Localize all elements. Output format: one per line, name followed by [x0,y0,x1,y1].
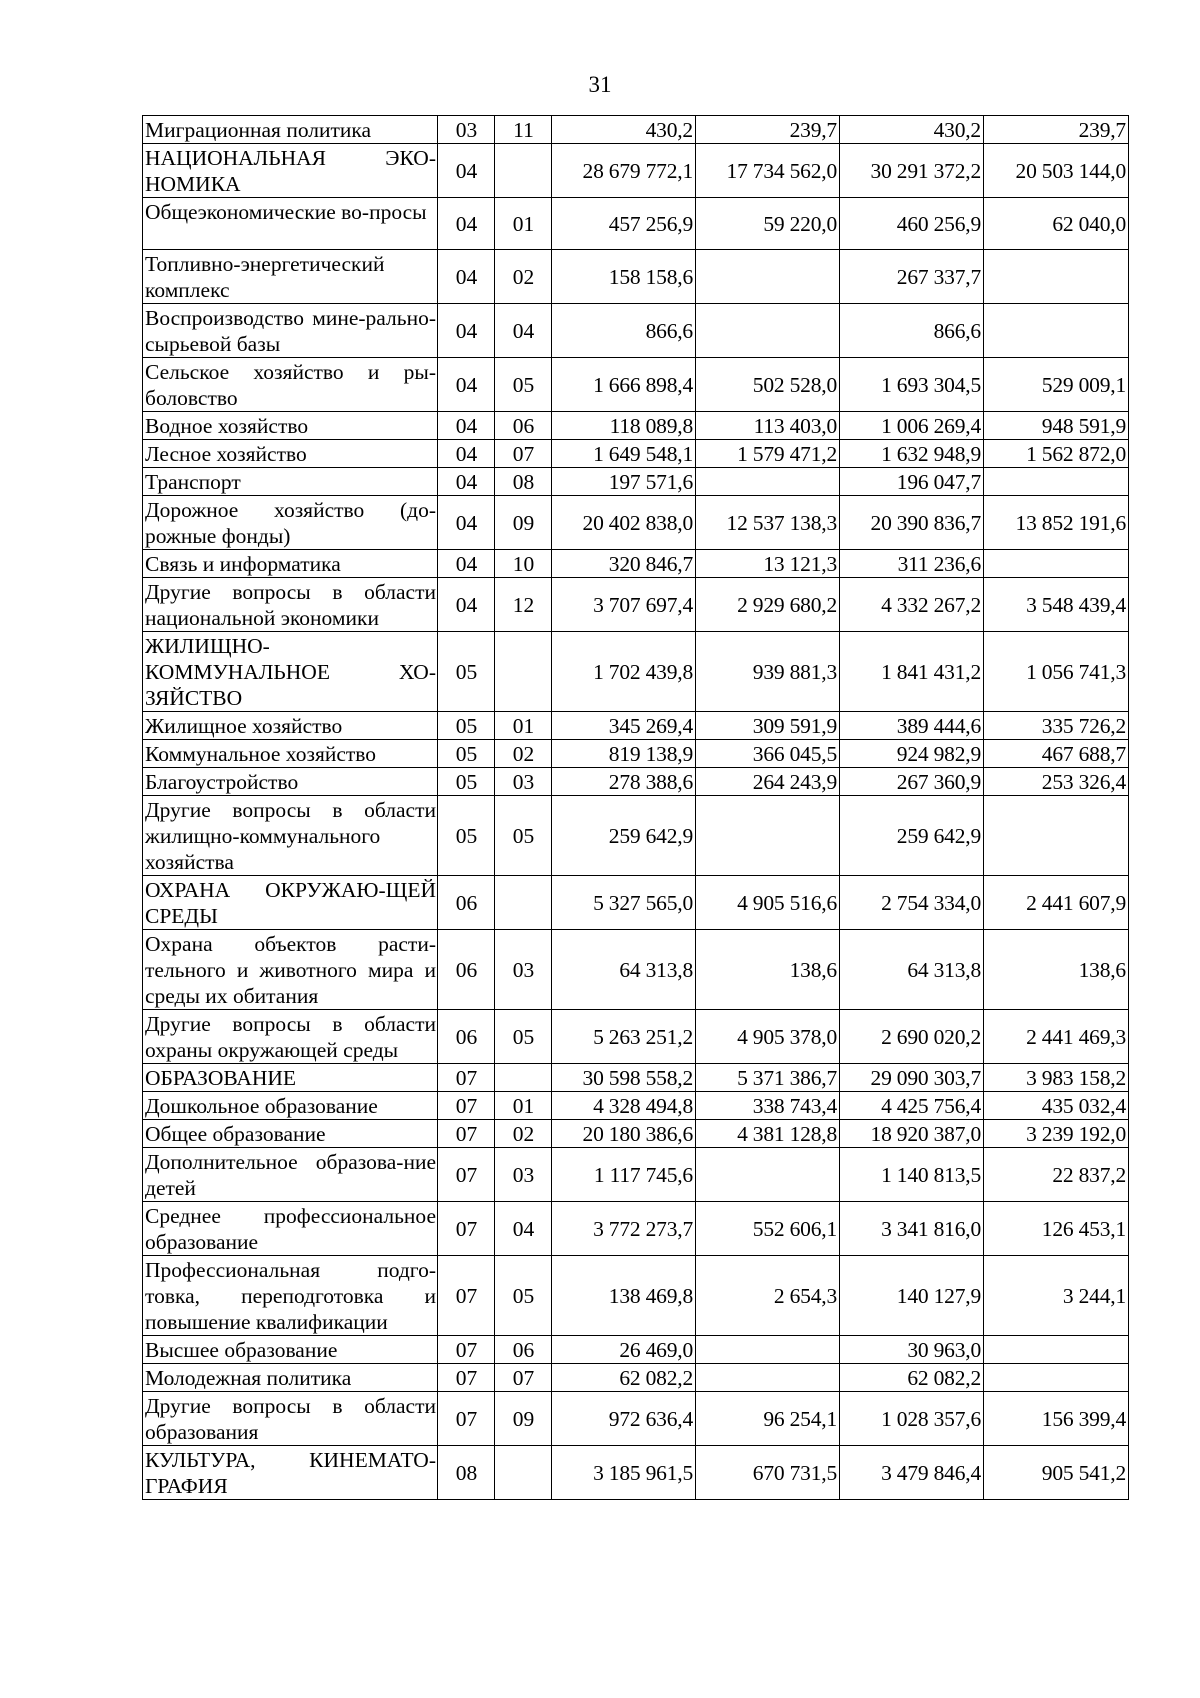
row-section-code-cell: 03 [438,116,495,144]
row-value-1-cell: 20 180 386,6 [552,1120,696,1148]
row-name-cell: Другие вопросы в области образования [143,1392,438,1446]
row-subsection-code-cell: 02 [495,740,552,768]
row-value-2-cell: 13 121,3 [696,550,840,578]
row-value-1-cell: 64 313,8 [552,930,696,1010]
row-value-1-cell: 30 598 558,2 [552,1064,696,1092]
row-name-cell: Среднее профессиональное образование [143,1202,438,1256]
row-name-cell: Топливно-энергетический комплекс [143,250,438,304]
row-value-3-cell: 4 425 756,4 [840,1092,984,1120]
table-row [143,1148,1129,1202]
row-value-1-cell: 1 702 439,8 [552,632,696,712]
row-value-2-cell: 338 743,4 [696,1092,840,1120]
row-value-2-cell: 239,7 [696,116,840,144]
row-value-4-cell [984,468,1129,496]
row-value-4-cell: 948 591,9 [984,412,1129,440]
row-value-2-cell: 4 905 378,0 [696,1010,840,1064]
row-name-cell: Транспорт [143,468,438,496]
row-name-cell: Жилищное хозяйство [143,712,438,740]
row-section-code-cell: 05 [438,740,495,768]
row-subsection-code-cell: 02 [495,1120,552,1148]
row-value-3-cell: 866,6 [840,304,984,358]
row-value-4-cell: 3 548 439,4 [984,578,1129,632]
row-value-2-cell [696,468,840,496]
row-section-code-cell: 04 [438,144,495,198]
row-name-cell: Коммунальное хозяйство [143,740,438,768]
table-row [143,304,1129,358]
row-section-code-cell: 07 [438,1092,495,1120]
table-row [143,116,1129,144]
row-value-1-cell: 138 469,8 [552,1256,696,1336]
row-value-2-cell: 552 606,1 [696,1202,840,1256]
row-value-1-cell: 26 469,0 [552,1336,696,1364]
row-value-1-cell: 118 089,8 [552,412,696,440]
row-value-3-cell: 460 256,9 [840,198,984,250]
row-subsection-code-cell: 05 [495,796,552,876]
row-value-3-cell: 30 291 372,2 [840,144,984,198]
row-value-2-cell [696,1148,840,1202]
row-subsection-code-cell: 03 [495,930,552,1010]
table-row [143,1202,1129,1256]
row-value-2-cell [696,304,840,358]
row-value-3-cell: 196 047,7 [840,468,984,496]
row-value-4-cell: 435 032,4 [984,1092,1129,1120]
table-row [143,632,1129,712]
row-value-2-cell: 113 403,0 [696,412,840,440]
row-value-2-cell [696,1364,840,1392]
row-subsection-code-cell [495,632,552,712]
row-value-3-cell: 1 140 813,5 [840,1148,984,1202]
table-row [143,1392,1129,1446]
row-value-3-cell: 62 082,2 [840,1364,984,1392]
row-value-1-cell: 1 666 898,4 [552,358,696,412]
row-name-cell: Высшее образование [143,1336,438,1364]
table-row [143,1364,1129,1392]
row-subsection-code-cell: 01 [495,198,552,250]
row-value-1-cell: 197 571,6 [552,468,696,496]
row-value-1-cell: 430,2 [552,116,696,144]
row-value-2-cell: 2 654,3 [696,1256,840,1336]
row-section-code-cell: 05 [438,712,495,740]
table-row [143,712,1129,740]
row-value-1-cell: 158 158,6 [552,250,696,304]
row-value-1-cell: 1 117 745,6 [552,1148,696,1202]
row-subsection-code-cell: 01 [495,712,552,740]
table-row [143,198,1129,250]
row-name-cell: Воспроизводство мине-рально-сырьевой базы [143,304,438,358]
table-row [143,1446,1129,1500]
row-value-4-cell: 1 562 872,0 [984,440,1129,468]
row-name-cell: Дорожное хозяйство (до-рожные фонды) [143,496,438,550]
row-value-4-cell: 22 837,2 [984,1148,1129,1202]
table-row [143,250,1129,304]
row-section-code-cell: 04 [438,412,495,440]
row-value-2-cell [696,250,840,304]
row-value-4-cell: 13 852 191,6 [984,496,1129,550]
row-value-3-cell: 430,2 [840,116,984,144]
row-section-code-cell: 05 [438,632,495,712]
row-value-3-cell: 1 693 304,5 [840,358,984,412]
row-value-2-cell: 670 731,5 [696,1446,840,1500]
table-row [143,740,1129,768]
row-section-code-cell: 07 [438,1120,495,1148]
row-value-4-cell: 1 056 741,3 [984,632,1129,712]
row-value-3-cell: 140 127,9 [840,1256,984,1336]
row-value-4-cell [984,304,1129,358]
row-value-4-cell: 3 983 158,2 [984,1064,1129,1092]
row-name-cell: ЖИЛИЩНО-КОММУНАЛЬНОЕ ХО-ЗЯЙСТВО [143,632,438,712]
row-value-1-cell: 3 707 697,4 [552,578,696,632]
row-section-code-cell: 07 [438,1364,495,1392]
row-subsection-code-cell [495,144,552,198]
row-section-code-cell: 05 [438,796,495,876]
row-subsection-code-cell: 10 [495,550,552,578]
row-value-3-cell: 3 341 816,0 [840,1202,984,1256]
row-value-3-cell: 267 337,7 [840,250,984,304]
row-subsection-code-cell: 01 [495,1092,552,1120]
row-subsection-code-cell: 05 [495,1256,552,1336]
row-section-code-cell: 04 [438,250,495,304]
row-value-1-cell: 5 327 565,0 [552,876,696,930]
row-value-4-cell: 253 326,4 [984,768,1129,796]
row-value-4-cell: 239,7 [984,116,1129,144]
row-value-2-cell: 17 734 562,0 [696,144,840,198]
row-value-3-cell: 30 963,0 [840,1336,984,1364]
row-name-cell: Лесное хозяйство [143,440,438,468]
table-row [143,578,1129,632]
budget-table [142,115,1129,1500]
row-value-4-cell: 3 244,1 [984,1256,1129,1336]
row-value-1-cell: 320 846,7 [552,550,696,578]
row-section-code-cell: 07 [438,1392,495,1446]
row-name-cell: Охрана объектов расти-тельного и животного мира и среды их обитания [143,930,438,1010]
row-value-4-cell [984,1336,1129,1364]
row-value-4-cell: 3 239 192,0 [984,1120,1129,1148]
row-value-4-cell [984,550,1129,578]
row-value-1-cell: 259 642,9 [552,796,696,876]
row-value-1-cell: 62 082,2 [552,1364,696,1392]
row-value-3-cell: 267 360,9 [840,768,984,796]
row-value-4-cell: 126 453,1 [984,1202,1129,1256]
row-name-cell: Общее образование [143,1120,438,1148]
row-value-1-cell: 3 772 273,7 [552,1202,696,1256]
row-value-2-cell: 12 537 138,3 [696,496,840,550]
page-number: 31 [588,72,612,97]
table-row [143,930,1129,1010]
row-name-cell: Другие вопросы в области охраны окружающей среды [143,1010,438,1064]
row-value-4-cell: 335 726,2 [984,712,1129,740]
row-subsection-code-cell: 08 [495,468,552,496]
row-section-code-cell: 04 [438,550,495,578]
row-value-1-cell: 457 256,9 [552,198,696,250]
row-subsection-code-cell: 09 [495,496,552,550]
row-value-4-cell: 2 441 469,3 [984,1010,1129,1064]
table-row [143,1010,1129,1064]
row-section-code-cell: 07 [438,1336,495,1364]
row-value-3-cell: 18 920 387,0 [840,1120,984,1148]
row-name-cell: Общеэкономические во-просы [143,198,438,250]
table-row [143,496,1129,550]
row-section-code-cell: 06 [438,930,495,1010]
row-value-3-cell: 1 006 269,4 [840,412,984,440]
row-value-4-cell [984,796,1129,876]
row-value-1-cell: 278 388,6 [552,768,696,796]
row-section-code-cell: 06 [438,876,495,930]
row-value-1-cell: 5 263 251,2 [552,1010,696,1064]
row-section-code-cell: 04 [438,496,495,550]
row-value-2-cell: 502 528,0 [696,358,840,412]
row-section-code-cell: 07 [438,1064,495,1092]
row-section-code-cell: 07 [438,1202,495,1256]
table-row [143,876,1129,930]
row-subsection-code-cell: 06 [495,1336,552,1364]
row-subsection-code-cell: 03 [495,1148,552,1202]
row-value-2-cell: 4 381 128,8 [696,1120,840,1148]
row-value-1-cell: 1 649 548,1 [552,440,696,468]
row-subsection-code-cell: 07 [495,440,552,468]
row-value-4-cell: 2 441 607,9 [984,876,1129,930]
row-subsection-code-cell: 02 [495,250,552,304]
row-section-code-cell: 04 [438,440,495,468]
row-value-2-cell: 264 243,9 [696,768,840,796]
table-row [143,440,1129,468]
table-row [143,358,1129,412]
row-name-cell: Молодежная политика [143,1364,438,1392]
row-value-1-cell: 3 185 961,5 [552,1446,696,1500]
row-value-2-cell: 366 045,5 [696,740,840,768]
row-value-3-cell: 20 390 836,7 [840,496,984,550]
row-value-1-cell: 20 402 838,0 [552,496,696,550]
row-value-4-cell: 138,6 [984,930,1129,1010]
row-value-4-cell: 62 040,0 [984,198,1129,250]
budget-table-body [143,116,1129,1500]
row-name-cell: Профессиональная подго-товка, переподготовка и повышение квалификации [143,1256,438,1336]
table-row [143,1064,1129,1092]
table-row [143,1336,1129,1364]
row-value-2-cell: 138,6 [696,930,840,1010]
row-subsection-code-cell: 03 [495,768,552,796]
row-value-2-cell: 4 905 516,6 [696,876,840,930]
row-section-code-cell: 07 [438,1256,495,1336]
row-value-3-cell: 2 754 334,0 [840,876,984,930]
row-name-cell: Дополнительное образова-ние детей [143,1148,438,1202]
row-section-code-cell: 04 [438,358,495,412]
row-value-4-cell: 156 399,4 [984,1392,1129,1446]
table-row [143,144,1129,198]
row-name-cell: Водное хозяйство [143,412,438,440]
table-row [143,412,1129,440]
row-value-2-cell: 1 579 471,2 [696,440,840,468]
row-value-3-cell: 389 444,6 [840,712,984,740]
row-name-cell: Другие вопросы в области жилищно-коммунального хозяйства [143,796,438,876]
row-value-3-cell: 1 028 357,6 [840,1392,984,1446]
row-value-2-cell: 2 929 680,2 [696,578,840,632]
row-subsection-code-cell: 05 [495,1010,552,1064]
row-subsection-code-cell: 04 [495,1202,552,1256]
row-value-2-cell [696,796,840,876]
row-name-cell: Сельское хозяйство и ры-боловство [143,358,438,412]
row-section-code-cell: 04 [438,578,495,632]
row-value-2-cell: 939 881,3 [696,632,840,712]
row-value-3-cell: 1 632 948,9 [840,440,984,468]
table-row [143,768,1129,796]
table-row [143,1092,1129,1120]
row-value-4-cell [984,1364,1129,1392]
row-subsection-code-cell: 07 [495,1364,552,1392]
row-value-3-cell: 64 313,8 [840,930,984,1010]
row-value-2-cell: 59 220,0 [696,198,840,250]
row-name-cell: КУЛЬТУРА, КИНЕМАТО-ГРАФИЯ [143,1446,438,1500]
row-value-4-cell: 467 688,7 [984,740,1129,768]
row-section-code-cell: 07 [438,1148,495,1202]
row-value-2-cell: 5 371 386,7 [696,1064,840,1092]
row-subsection-code-cell [495,876,552,930]
row-name-cell: Миграционная политика [143,116,438,144]
row-subsection-code-cell: 11 [495,116,552,144]
table-row [143,796,1129,876]
row-section-code-cell: 08 [438,1446,495,1500]
table-row [143,1120,1129,1148]
row-name-cell: Связь и информатика [143,550,438,578]
row-value-3-cell: 1 841 431,2 [840,632,984,712]
row-subsection-code-cell: 12 [495,578,552,632]
row-value-1-cell: 4 328 494,8 [552,1092,696,1120]
row-value-4-cell: 905 541,2 [984,1446,1129,1500]
table-row [143,550,1129,578]
table-row [143,468,1129,496]
row-value-1-cell: 819 138,9 [552,740,696,768]
row-name-cell: Другие вопросы в области национальной экономики [143,578,438,632]
row-value-3-cell: 29 090 303,7 [840,1064,984,1092]
row-value-1-cell: 28 679 772,1 [552,144,696,198]
row-section-code-cell: 04 [438,304,495,358]
table-row [143,1256,1129,1336]
row-value-3-cell: 259 642,9 [840,796,984,876]
row-value-1-cell: 866,6 [552,304,696,358]
row-section-code-cell: 04 [438,198,495,250]
row-value-4-cell: 529 009,1 [984,358,1129,412]
row-value-3-cell: 924 982,9 [840,740,984,768]
row-value-3-cell: 3 479 846,4 [840,1446,984,1500]
row-value-2-cell: 96 254,1 [696,1392,840,1446]
row-name-cell: Дошкольное образование [143,1092,438,1120]
row-name-cell: ОХРАНА ОКРУЖАЮ-ЩЕЙ СРЕДЫ [143,876,438,930]
row-subsection-code-cell: 09 [495,1392,552,1446]
row-name-cell: Благоустройство [143,768,438,796]
row-value-3-cell: 311 236,6 [840,550,984,578]
row-section-code-cell: 06 [438,1010,495,1064]
row-value-2-cell: 309 591,9 [696,712,840,740]
row-value-1-cell: 972 636,4 [552,1392,696,1446]
row-value-1-cell: 345 269,4 [552,712,696,740]
row-value-3-cell: 4 332 267,2 [840,578,984,632]
row-name-cell: НАЦИОНАЛЬНАЯ ЭКО-НОМИКА [143,144,438,198]
row-subsection-code-cell: 05 [495,358,552,412]
row-value-3-cell: 2 690 020,2 [840,1010,984,1064]
row-section-code-cell: 05 [438,768,495,796]
row-subsection-code-cell: 06 [495,412,552,440]
row-section-code-cell: 04 [438,468,495,496]
row-subsection-code-cell [495,1446,552,1500]
row-subsection-code-cell: 04 [495,304,552,358]
row-name-cell: ОБРАЗОВАНИЕ [143,1064,438,1092]
row-value-4-cell: 20 503 144,0 [984,144,1129,198]
row-subsection-code-cell [495,1064,552,1092]
row-value-4-cell [984,250,1129,304]
row-value-2-cell [696,1336,840,1364]
